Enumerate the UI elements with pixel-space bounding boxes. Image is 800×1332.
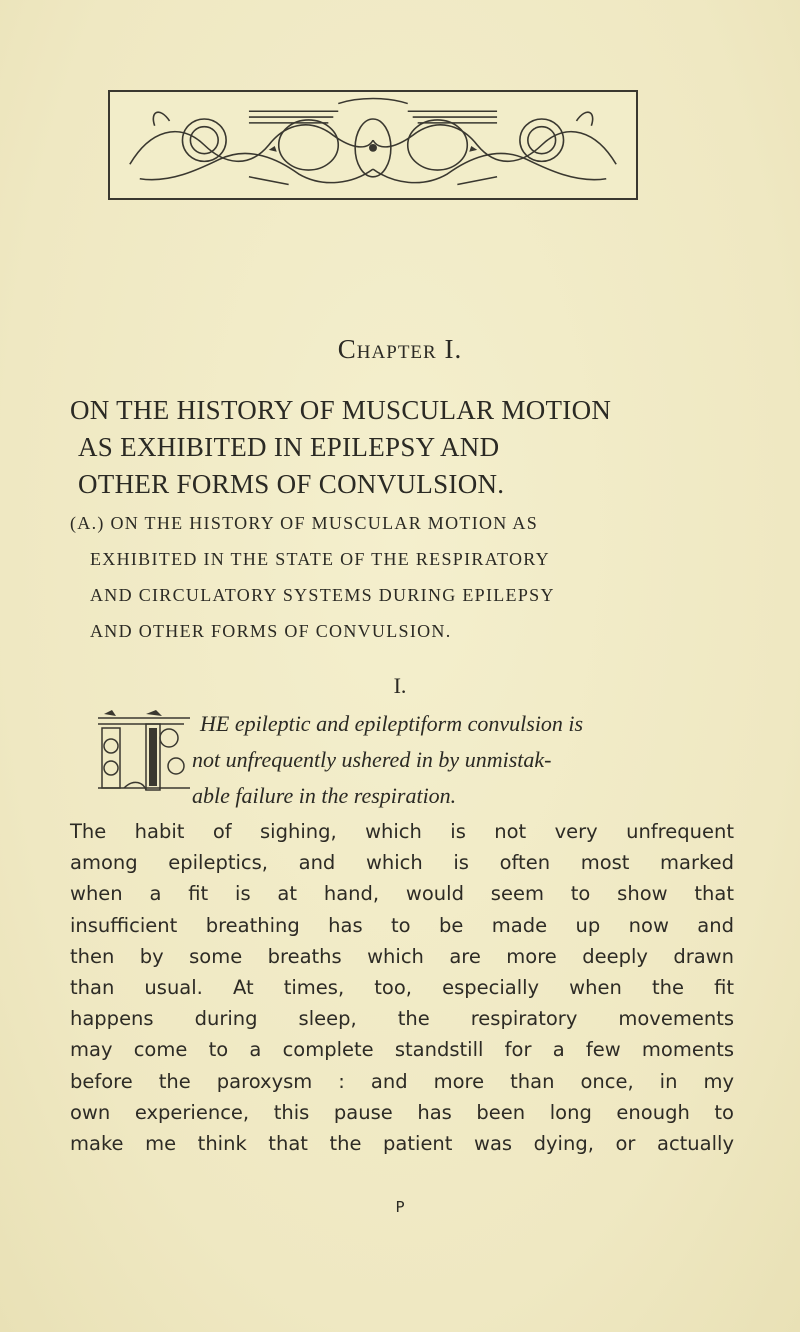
body-line: among epileptics, and which is often most marked bbox=[70, 851, 734, 875]
knotwork-ornament-icon bbox=[110, 92, 636, 198]
body-line: may come to a complete standstill for a few moments bbox=[70, 1038, 734, 1062]
subtitle-line: EXHIBITED IN THE STATE OF THE RESPIRATORY bbox=[90, 549, 550, 569]
subtitle-line: (A.) ON THE HISTORY OF MUSCULAR MOTION AS bbox=[70, 513, 539, 533]
title-line: AS EXHIBITED IN EPILEPSY AND bbox=[78, 432, 500, 462]
title-line: OTHER FORMS OF CONVULSION. bbox=[78, 469, 505, 499]
opening-italic-text bbox=[180, 706, 740, 814]
body-line: when a fit is at hand, would seem to show that bbox=[70, 882, 734, 906]
chapter-heading: Chapter I. bbox=[337, 334, 463, 364]
chapter-title bbox=[70, 392, 750, 503]
body-line: make me think that the patient was dying, or actually bbox=[70, 1132, 734, 1156]
lead-line: not unfrequently ushered in by unmistak- bbox=[192, 747, 552, 772]
section-subtitle bbox=[70, 505, 730, 649]
ornamental-headpiece bbox=[108, 90, 638, 200]
body-line: insufficient breathing has to be made up now and bbox=[70, 913, 734, 937]
lead-line: able failure in the respiration. bbox=[192, 783, 457, 808]
body-line: before the paroxysm : and more than once, in my bbox=[70, 1069, 734, 1093]
signature-mark: P bbox=[395, 1198, 405, 1216]
title-line: ON THE HISTORY OF MUSCULAR MOTION bbox=[70, 395, 612, 425]
body-line: own experience, this pause has been long enough to bbox=[70, 1100, 734, 1124]
body-line: than usual. At times, too, especially when the fit bbox=[70, 976, 734, 1000]
decorated-initial-t-icon bbox=[94, 708, 194, 794]
subtitle-line: AND CIRCULATORY SYSTEMS DURING EPILEPSY bbox=[90, 585, 555, 605]
body-line: then by some breaths which are more deeply drawn bbox=[70, 944, 734, 968]
body-line: happens during sleep, the respiratory movements bbox=[70, 1007, 734, 1031]
body-paragraph bbox=[70, 816, 734, 1159]
subtitle-line: AND OTHER FORMS OF CONVULSION. bbox=[90, 621, 452, 641]
body-line: The habit of sighing, which is not very unfrequent bbox=[70, 820, 734, 843]
section-number: I. bbox=[393, 673, 407, 698]
lead-line: HE epileptic and epileptiform convulsion is bbox=[200, 711, 584, 736]
